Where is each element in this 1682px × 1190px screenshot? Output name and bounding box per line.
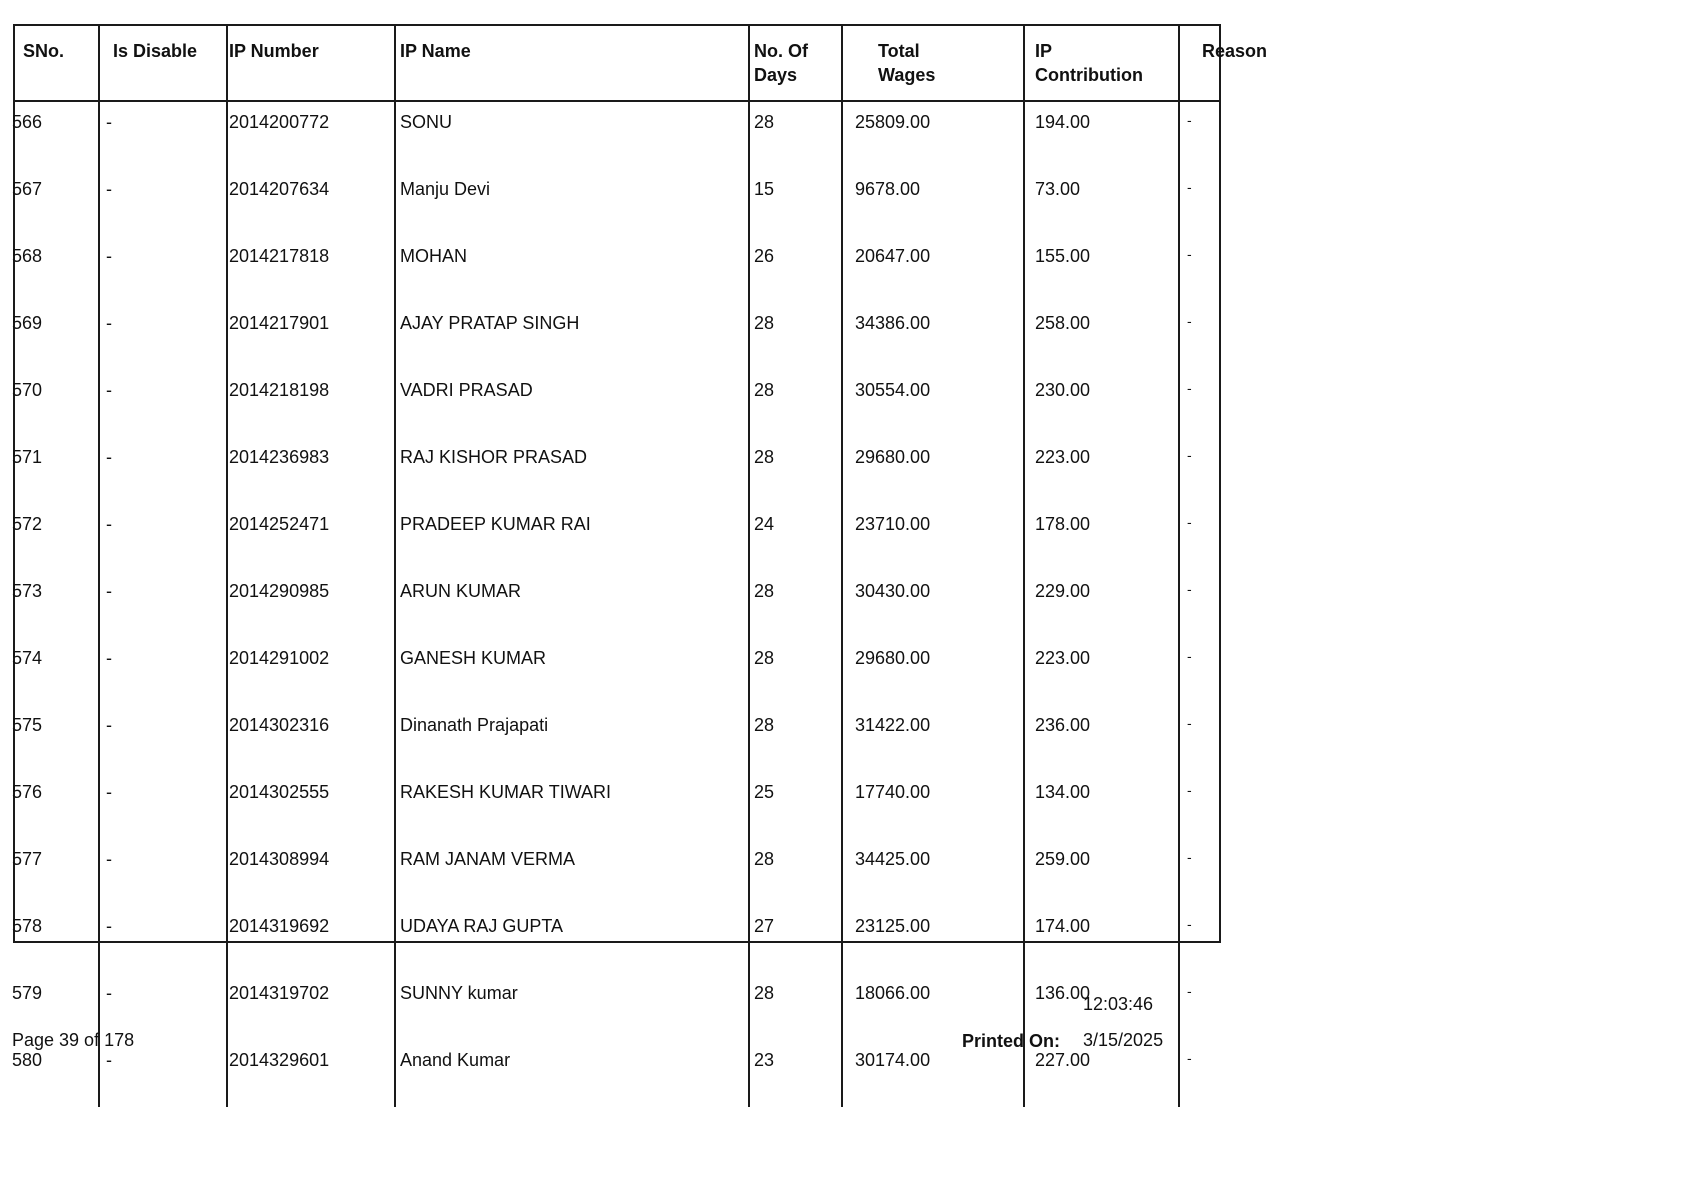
cell-ip-contribution: 73.00 [1024, 169, 1179, 236]
table-row [15, 370, 1221, 437]
cell-total-wages: 30554.00 [842, 370, 1024, 437]
cell-ip-name: Manju Devi [395, 169, 749, 236]
cell-sno: 567 [12, 179, 43, 199]
table-header-row [15, 26, 1221, 101]
cell-days: 27 [749, 906, 842, 973]
cell-sno: 571 [12, 447, 43, 467]
cell-ip-contribution: 227.00 [1024, 1040, 1179, 1107]
cell-ip-number: 2014319702 [227, 973, 395, 1040]
cell-ip-number: 2014308994 [227, 839, 395, 906]
header-ip-contribution: IP Contribution [1024, 26, 1179, 101]
cell-days: 28 [749, 638, 842, 705]
header-sno: SNo. [15, 26, 99, 101]
cell-ip-name: SONU [395, 101, 749, 169]
header-ip-number: IP Number [227, 26, 395, 101]
cell-total-wages: 34425.00 [842, 839, 1024, 906]
header-reason: Reason [1179, 26, 1221, 101]
cell-ip-contribution: 178.00 [1024, 504, 1179, 571]
cell-days: 28 [749, 437, 842, 504]
cell-reason: - [1179, 236, 1221, 303]
header-total-wages: Total Wages [842, 26, 1024, 101]
cell-sno: 572 [12, 514, 43, 534]
cell-ip-number: 2014302555 [227, 772, 395, 839]
cell-ip-contribution: 258.00 [1024, 303, 1179, 370]
cell-ip-number: 2014207634 [227, 169, 395, 236]
cell-total-wages: 17740.00 [842, 772, 1024, 839]
cell-sno: 576 [12, 782, 43, 802]
cell-total-wages: 9678.00 [842, 169, 1024, 236]
header-is-disable: Is Disable [99, 26, 227, 101]
cell-days: 28 [749, 303, 842, 370]
cell-reason: - [1179, 303, 1221, 370]
cell-reason: - [1179, 839, 1221, 906]
cell-total-wages: 18066.00 [842, 973, 1024, 1040]
cell-reason: - [1179, 906, 1221, 973]
cell-ip-contribution: 223.00 [1024, 638, 1179, 705]
table-row [15, 705, 1221, 772]
cell-ip-name: ARUN KUMAR [395, 571, 749, 638]
cell-reason: - [1179, 504, 1221, 571]
cell-is-disable: - [99, 906, 227, 973]
cell-days: 25 [749, 772, 842, 839]
table-row [15, 169, 1221, 236]
cell-total-wages: 31422.00 [842, 705, 1024, 772]
cell-reason: - [1179, 973, 1221, 1040]
cell-days: 28 [749, 571, 842, 638]
cell-total-wages: 23125.00 [842, 906, 1024, 973]
table-row [15, 638, 1221, 705]
cell-is-disable: - [99, 169, 227, 236]
cell-reason: - [1179, 638, 1221, 705]
cell-total-wages: 30430.00 [842, 571, 1024, 638]
cell-ip-number: 2014302316 [227, 705, 395, 772]
table-row [15, 571, 1221, 638]
cell-ip-contribution: 155.00 [1024, 236, 1179, 303]
cell-total-wages: 25809.00 [842, 101, 1024, 169]
table-row [15, 906, 1221, 973]
cell-days: 28 [749, 973, 842, 1040]
cell-reason: - [1179, 370, 1221, 437]
cell-ip-contribution: 194.00 [1024, 101, 1179, 169]
cell-sno: 575 [12, 715, 43, 735]
table-row [15, 839, 1221, 906]
cell-ip-number: 2014291002 [227, 638, 395, 705]
cell-ip-number: 2014218198 [227, 370, 395, 437]
cell-ip-contribution: 223.00 [1024, 437, 1179, 504]
cell-sno: 568 [12, 246, 43, 266]
cell-ip-number: 2014217901 [227, 303, 395, 370]
print-time: 12:03:46 [1083, 994, 1154, 1014]
cell-is-disable: - [99, 303, 227, 370]
cell-ip-name: PRADEEP KUMAR RAI [395, 504, 749, 571]
cell-ip-number: 2014236983 [227, 437, 395, 504]
cell-ip-name: RAKESH KUMAR TIWARI [395, 772, 749, 839]
cell-days: 24 [749, 504, 842, 571]
cell-is-disable: - [99, 705, 227, 772]
cell-reason: - [1179, 169, 1221, 236]
cell-ip-contribution: 229.00 [1024, 571, 1179, 638]
cell-ip-name: VADRI PRASAD [395, 370, 749, 437]
cell-sno: 578 [12, 916, 43, 936]
cell-ip-number: 2014217818 [227, 236, 395, 303]
cell-ip-number: 2014319692 [227, 906, 395, 973]
table-row [15, 437, 1221, 504]
header-days: No. Of Days [749, 26, 842, 101]
cell-sno: 574 [12, 648, 43, 668]
cell-ip-name: RAM JANAM VERMA [395, 839, 749, 906]
cell-is-disable: - [99, 571, 227, 638]
table-body [12, 101, 1221, 1107]
table-row [15, 101, 1221, 169]
cell-sno: 570 [12, 380, 43, 400]
cell-ip-number: 2014252471 [227, 504, 395, 571]
cell-ip-contribution: 236.00 [1024, 705, 1179, 772]
cell-days: 28 [749, 839, 842, 906]
cell-ip-name: Dinanath Prajapati [395, 705, 749, 772]
header-ip-name: IP Name [395, 26, 749, 101]
cell-ip-name: AJAY PRATAP SINGH [395, 303, 749, 370]
print-date: 3/15/2025 [1083, 1030, 1164, 1050]
cell-total-wages: 34386.00 [842, 303, 1024, 370]
cell-reason: - [1179, 772, 1221, 839]
cell-is-disable: - [99, 638, 227, 705]
cell-reason: - [1179, 571, 1221, 638]
cell-is-disable: - [99, 839, 227, 906]
cell-ip-contribution: 136.00 [1024, 973, 1179, 1040]
cell-total-wages: 23710.00 [842, 504, 1024, 571]
cell-sno: 580 [12, 1050, 43, 1070]
cell-is-disable: - [99, 370, 227, 437]
cell-is-disable: - [99, 101, 227, 169]
cell-is-disable: - [99, 772, 227, 839]
cell-total-wages: 29680.00 [842, 638, 1024, 705]
printed-on-label: Printed On: [962, 1031, 1060, 1051]
cell-sno: 577 [12, 849, 43, 869]
cell-ip-number: 2014200772 [227, 101, 395, 169]
cell-reason: - [1179, 1040, 1221, 1107]
cell-days: 28 [749, 101, 842, 169]
cell-reason: - [1179, 705, 1221, 772]
cell-sno: 566 [12, 112, 43, 132]
cell-ip-contribution: 259.00 [1024, 839, 1179, 906]
cell-sno: 569 [12, 313, 43, 333]
cell-sno: 573 [12, 581, 43, 601]
cell-ip-name: SUNNY kumar [395, 973, 749, 1040]
table-row [15, 236, 1221, 303]
cell-ip-name: Anand Kumar [395, 1040, 749, 1107]
cell-total-wages: 20647.00 [842, 236, 1024, 303]
cell-ip-contribution: 230.00 [1024, 370, 1179, 437]
cell-sno: 579 [12, 983, 43, 1003]
cell-is-disable: - [99, 973, 227, 1040]
cell-ip-number: 2014329601 [227, 1040, 395, 1107]
cell-is-disable: - [99, 1040, 227, 1107]
cell-ip-contribution: 174.00 [1024, 906, 1179, 973]
cell-ip-name: MOHAN [395, 236, 749, 303]
contribution-table [12, 26, 1268, 1107]
cell-days: 28 [749, 370, 842, 437]
cell-total-wages: 30174.00 [842, 1040, 1024, 1107]
cell-days: 28 [749, 705, 842, 772]
cell-reason: - [1179, 101, 1221, 169]
cell-is-disable: - [99, 437, 227, 504]
cell-is-disable: - [99, 236, 227, 303]
cell-days: 26 [749, 236, 842, 303]
cell-ip-name: GANESH KUMAR [395, 638, 749, 705]
table-row [15, 772, 1221, 839]
cell-ip-name: UDAYA RAJ GUPTA [395, 906, 749, 973]
cell-total-wages: 29680.00 [842, 437, 1024, 504]
table-row [15, 973, 1221, 1040]
cell-days: 15 [749, 169, 842, 236]
cell-is-disable: - [99, 504, 227, 571]
page-number: Page 39 of 178 [12, 1030, 135, 1050]
cell-ip-name: RAJ KISHOR PRASAD [395, 437, 749, 504]
cell-days: 23 [749, 1040, 842, 1107]
table-row [15, 504, 1221, 571]
cell-ip-number: 2014290985 [227, 571, 395, 638]
table-row [15, 303, 1221, 370]
cell-reason: - [1179, 437, 1221, 504]
cell-ip-contribution: 134.00 [1024, 772, 1179, 839]
